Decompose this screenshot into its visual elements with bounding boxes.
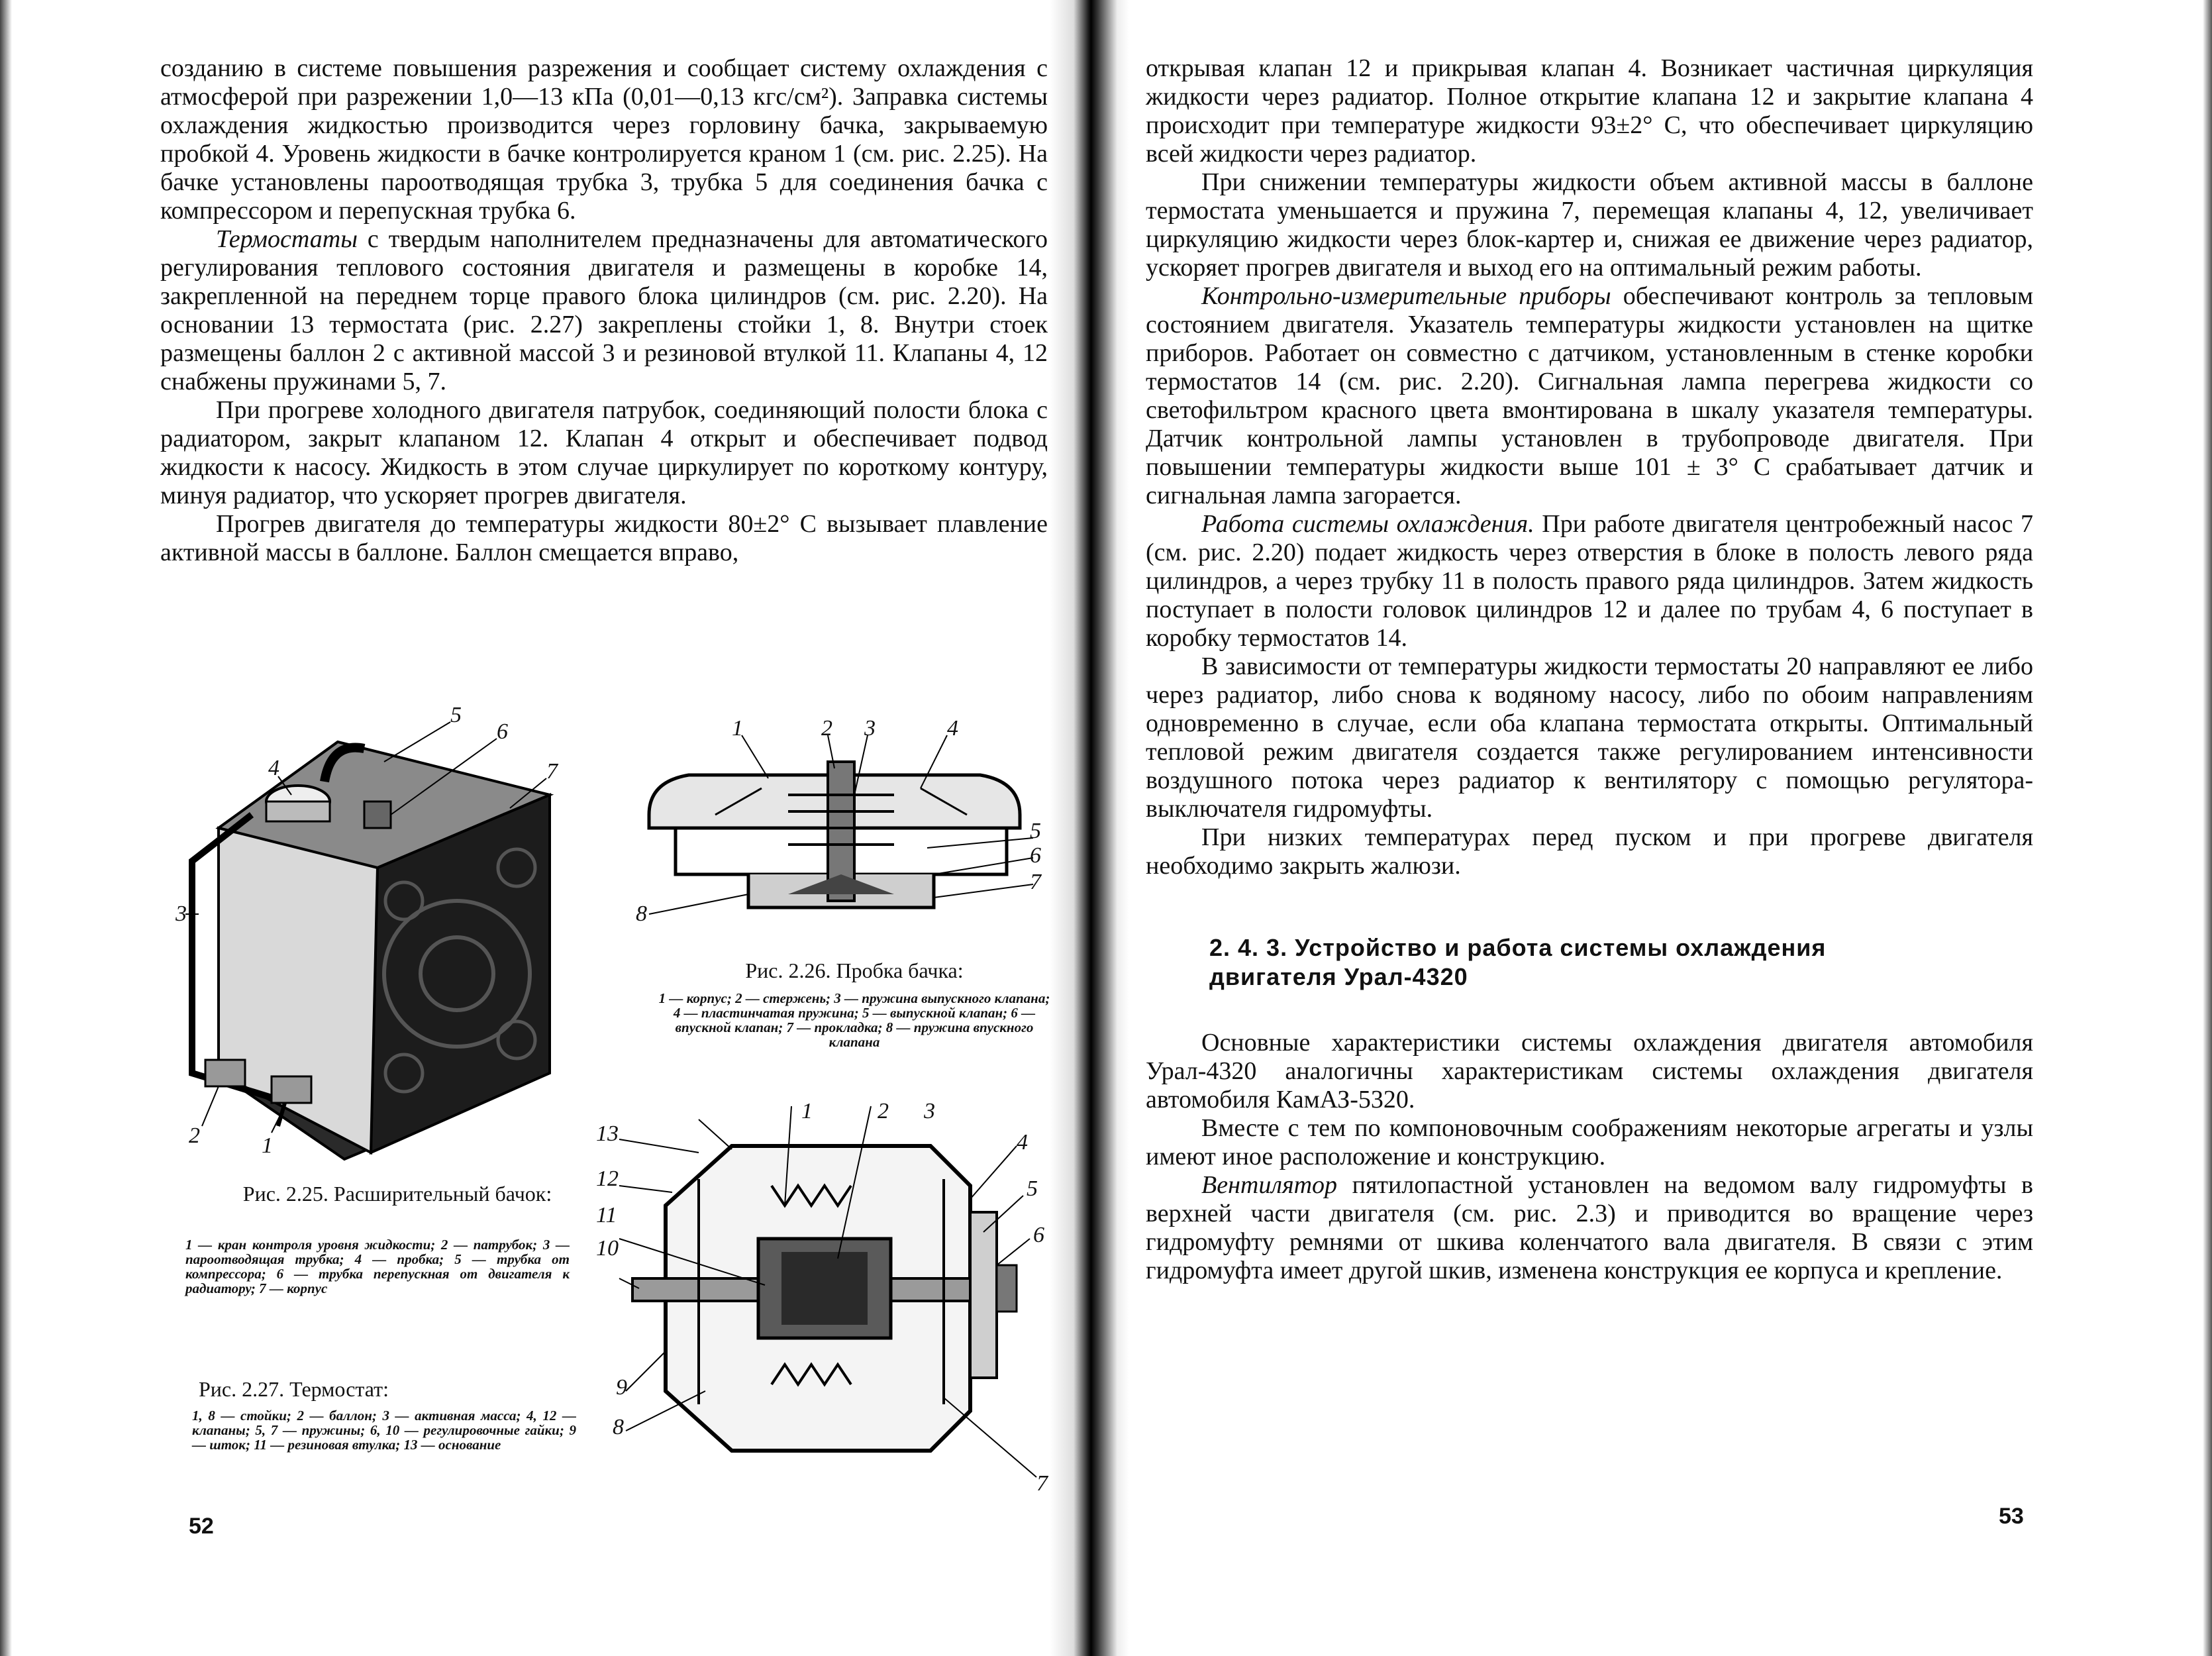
figure-2-26-tank-cap	[636, 715, 1046, 941]
right-paragraph-9-body: пятилопастной установлен на ведомом валу гидромуфты в верхней части двигателя (см. рис. 2.3) и приводится во вращение через гидромуфту ремнями от шкива коленчатого вала двигателя. В связи с этим гидромуфта имеет другой шкив, изменена конструкция ее корпуса и крепление.	[1146, 1171, 2033, 1284]
book-gutter	[1050, 0, 1129, 1656]
fig-2-26-label-8: 8	[636, 902, 647, 926]
expansion-tank-drawing	[176, 702, 603, 1159]
right-paragraph-8: Вместе с тем по компоновочным соображениям некоторые агрегаты и узлы имеют иное расположение и конструкцию.	[1146, 1114, 2033, 1170]
right-paragraph-4	[1146, 510, 2033, 652]
fig-2-27-label-5: 5	[1027, 1176, 1038, 1201]
section-heading-line-2: двигателя Урал-4320	[1209, 963, 1468, 990]
section-heading-line-1: 2. 4. 3. Устройство и работа системы охлаждения	[1209, 934, 1827, 961]
fig-2-25-legend: 1 — кран контроля уровня жидкости; 2 — патрубок; 3 — пароотводящая трубка; 4 — пробка; 5 — трубка от компрессора; 6 — трубка перепускная от двигателя к радиатору; 7 — корпус	[185, 1237, 570, 1296]
left-paragraph-2	[160, 225, 1048, 396]
fig-2-27-label-9: 9	[616, 1375, 627, 1400]
left-paragraph-4: Прогрев двигателя до температуры жидкости 80±2° C вызывает плавление активной массы в баллоне. Баллон смещается вправо,	[160, 510, 1048, 566]
heading-gap	[1146, 992, 2033, 1029]
left-paragraph-3: При прогреве холодного двигателя патрубок, соединяющий полости блока с радиатором, закрыт клапаном 12. Клапан 4 открыт и обеспечивает подвод жидкости к насосу. Жидкость в этом случае циркулирует по короткому контуру, минуя радиатор, что ускоряет прогрев двигателя.	[160, 396, 1048, 509]
fig-2-26-caption-title: Рис. 2.26. Пробка бачка:	[745, 958, 964, 982]
term-thermostats: Термостаты	[216, 225, 358, 253]
right-paragraph-5: В зависимости от температуры жидкости термостаты 20 направляют ее либо через радиатор, либо снова к водяному насосу, либо по обоим направлениям одновременно в случае, если оба клапана термостата открыты. Оптимальный тепловой режим двигателя создается также регулированием интенсивности воздушного потока через радиатор к вентилятору с помощью регулятора-выключателя гидромуфты.	[1146, 652, 2033, 823]
right-paragraph-1: открывая клапан 12 и прикрывая клапан 4. Возникает частичная циркуляция жидкости через радиатор. Полное открытие клапана 12 и закрытие клапана 4 происходит при температуре жидкости 93±2° C, что обеспечивает циркуляцию всей жидкости через радиатор.	[1146, 54, 2033, 168]
fig-2-25-label-4: 4	[268, 756, 279, 780]
left-paragraph-2-body: с твердым наполнителем предназначены для автоматического регулирования теплового состояния двигателя и размещены в коробке 14, закрепленной на переднем торце правого блока цилиндров (см. рис. 2.20). На основании 13 термостата (рис. 2.27) закреплены стойки 1, 8. Внутри стоек размещены баллон 2 с активной массой 3 и резиновой втулкой 11. Клапаны 4, 12 снабжены пружинами 5, 7.	[160, 225, 1048, 395]
fig-2-25-label-7: 7	[546, 759, 558, 784]
fig-2-25-caption	[219, 1182, 576, 1209]
fig-2-26-label-1: 1	[732, 716, 743, 741]
right-page	[1126, 0, 2212, 1656]
fig-2-25-label-5: 5	[450, 703, 462, 727]
fig-2-27-caption-title: Рис. 2.27. Термостат:	[199, 1377, 389, 1401]
right-paragraph-4-body: При работе двигателя центробежный насос 7 (см. рис. 2.20) подает жидкость через отверстия в блоке в полость левого ряда цилиндров, а через трубку 11 в полость правого ряда цилиндров. Затем жидкость поступает в полости головок цилиндров 12 и далее по трубам 4, 6 поступает в коробку термостатов 14.	[1146, 510, 2034, 652]
page-number-right: 53	[1999, 1504, 2024, 1529]
right-paragraph-7: Основные характеристики системы охлаждения двигателя автомобиля Урал-4320 аналогичны характеристикам системы охлаждения двигателя автомобиля КамАЗ-5320.	[1146, 1029, 2033, 1113]
fig-2-27-label-10: 10	[596, 1236, 619, 1261]
tank-cap-drawing	[636, 715, 1046, 941]
fig-2-27-label-3: 3	[924, 1099, 935, 1123]
term-cooling-operation: Работа системы охлаждения.	[1201, 510, 1534, 538]
fig-2-25-label-2: 2	[189, 1123, 200, 1148]
fig-2-26-label-3: 3	[864, 716, 876, 741]
right-paragraph-3-body: обеспечивают контроль за тепловым состоянием двигателя. Указатель температуры жидкости установлен на щитке приборов. Работает он совместно с датчиком, установленным в стенке коробки термостатов 14 (см. рис. 2.20). Сигнальная лампа перегрева жидкости со светофильтром красного цвета вмонтирована в шкалу указателя температуры. Датчик контрольной лампы установлен в трубопроводе двигателя. При повышении температуры жидкости выше 101 ± 3° C срабатывает датчик и сигнальная лампа загорается.	[1146, 282, 2033, 509]
fig-2-27-label-8: 8	[613, 1415, 624, 1439]
fig-2-27-legend: 1, 8 — стойки; 2 — баллон; 3 — активная масса; 4, 12 — клапаны; 5, 7 — пружины; 6, 10 — регулировочные гайки; 9 — шток; 11 — резиновая втулка; 13 — основание	[192, 1408, 576, 1453]
fig-2-27-label-13: 13	[596, 1121, 619, 1146]
fig-2-27-label-6: 6	[1033, 1223, 1044, 1247]
fig-2-25-label-1: 1	[262, 1133, 273, 1158]
fig-2-26-label-2: 2	[821, 716, 832, 741]
right-body-text	[1146, 54, 2033, 1285]
right-paragraph-2: При снижении температуры жидкости объем активной массы в баллоне термостата уменьшается и пружина 7, перемещая клапаны 4, 12, увеличивает циркуляцию жидкости через блок-картер и, снижая ее движение через радиатор, ускоряет прогрев двигателя и выход его на оптимальный режим работы.	[1146, 168, 2033, 282]
fig-2-27-label-1: 1	[801, 1099, 813, 1123]
fig-2-25-label-3: 3	[176, 902, 187, 926]
fig-2-26-label-6: 6	[1030, 843, 1041, 868]
fig-2-25-label-6: 6	[497, 719, 508, 744]
fig-2-26-caption	[662, 959, 1046, 986]
fig-2-25-caption-title: Рис. 2.25. Расширительный бачок:	[242, 1182, 552, 1206]
left-paragraph-1: созданию в системе повышения разрежения и сообщает систему охлаждения с атмосферой при разрежении 1,0—13 кПа (0,01—0,13 кгс/см²). Заправка системы охлаждения жидкостью производится через горловину бачка, закрываемую пробкой 4. Уровень жидкости в бачке контролируется краном 1 (см. рис. 2.25). На бачке установлены пароотводящая трубка 3, трубка 5 для соединения бачка с компрессором и перепускная трубка 6.	[160, 54, 1048, 225]
term-instruments: Контрольно-измерительные приборы	[1201, 282, 1611, 310]
fig-2-26-label-5: 5	[1030, 819, 1041, 843]
fig-2-27-label-11: 11	[596, 1203, 617, 1227]
right-paragraph-6: При низких температурах перед пуском и при прогреве двигателя необходимо закрыть жалюзи.	[1146, 823, 2033, 880]
right-paragraph-9	[1146, 1171, 2033, 1285]
fig-2-26-legend: 1 — корпус; 2 — стержень; 3 — пружина выпускного клапана; 4 — пластинчатая пружина; 5 — выпускной клапан; 6 — впускной клапан; 7 — прокладка; 8 — пружина впускного клапана	[658, 990, 1050, 1050]
figure-2-27-thermostat	[596, 1099, 1056, 1497]
fig-2-27-label-12: 12	[596, 1166, 619, 1191]
left-page	[0, 0, 1060, 1656]
left-body-text	[160, 54, 1048, 567]
section-heading	[1209, 933, 2033, 992]
page-number-left: 52	[189, 1514, 214, 1539]
right-paragraph-3	[1146, 282, 2033, 510]
fig-2-27-caption	[199, 1378, 570, 1404]
fig-2-27-label-2: 2	[878, 1099, 889, 1123]
fig-2-26-label-7: 7	[1030, 870, 1041, 894]
fig-2-27-label-4: 4	[1017, 1130, 1028, 1155]
figure-2-25-expansion-tank	[176, 702, 603, 1159]
fig-2-27-label-7: 7	[1036, 1471, 1048, 1496]
fig-2-26-label-4: 4	[947, 716, 958, 741]
term-fan: Вентилятор	[1201, 1171, 1338, 1199]
thermostat-drawing	[596, 1099, 1056, 1497]
